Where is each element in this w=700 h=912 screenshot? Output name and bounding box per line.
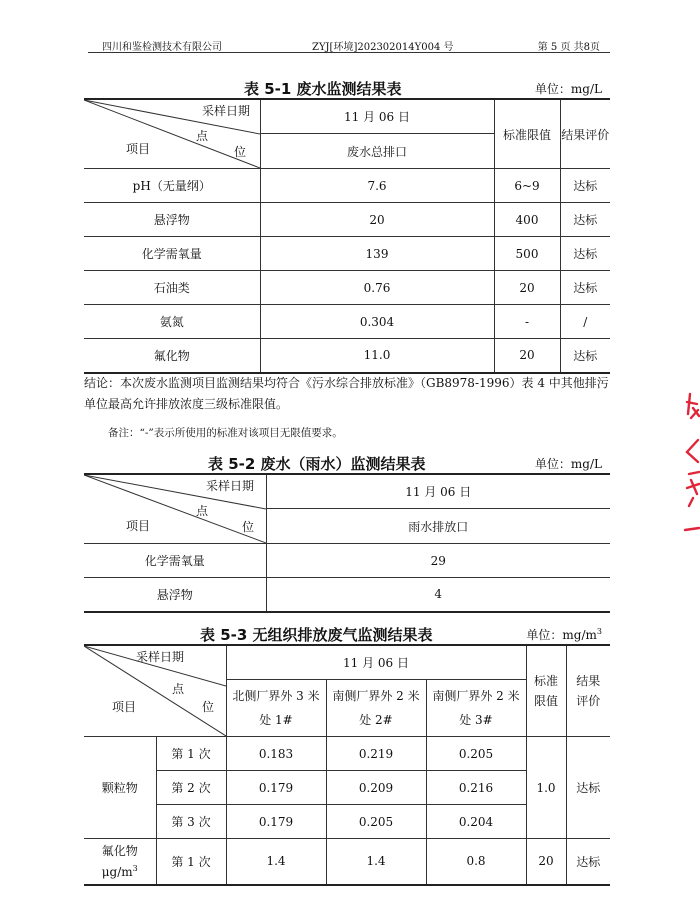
table2-unit: 单位：mg/L	[534, 457, 602, 471]
table3-location-line1: 南侧厂界外 2 米	[432, 689, 520, 704]
table1-location: 废水总排口	[260, 134, 494, 169]
table3-corner-point-a: 点	[172, 682, 185, 696]
table3-caption	[84, 624, 610, 644]
table1-limit: 6~9	[494, 169, 560, 203]
table3-fluoride-unit	[84, 860, 156, 881]
page-header	[88, 36, 610, 53]
table3-corner-point-b: 位	[202, 700, 215, 714]
table1-corner-point-a: 点	[196, 129, 209, 143]
table2-item: 悬浮物	[84, 578, 266, 612]
table-row	[84, 169, 610, 203]
table3-unit	[526, 626, 602, 643]
table1-limit: 500	[494, 237, 560, 271]
table3-times: 第 1 次	[156, 737, 226, 771]
table-row	[84, 578, 610, 612]
table-row	[84, 737, 610, 771]
table3-value: 1.4	[226, 839, 326, 885]
table3-value: 0.205	[326, 805, 426, 839]
table2-corner-date: 采样日期	[206, 479, 255, 493]
table1-eval: 达标	[560, 169, 610, 203]
table2-rainwater	[84, 473, 610, 613]
table3-times: 第 2 次	[156, 771, 226, 805]
table1-eval: 达标	[560, 203, 610, 237]
table3-value: 0.179	[226, 771, 326, 805]
table3-fluoride-limit: 20	[526, 839, 566, 885]
table3-corner-cell	[84, 645, 226, 737]
table-row	[84, 839, 610, 885]
table3-location-2	[326, 680, 426, 737]
table-row	[84, 339, 610, 373]
table1-corner-cell	[84, 99, 260, 169]
table3-eval-header-b: 评价	[576, 694, 601, 708]
table3-value: 0.179	[226, 805, 326, 839]
table1-value: 11.0	[260, 339, 494, 373]
table2-corner-cell	[84, 474, 266, 544]
table1-value: 139	[260, 237, 494, 271]
table3-value: 0.209	[326, 771, 426, 805]
header-report-number: ZYJ[环境]202302014Y004 号	[312, 42, 454, 53]
table-row	[84, 544, 610, 578]
table1-corner-item: 项目	[126, 142, 151, 156]
table2-title: 表 5-2 废水（雨水）监测结果表	[208, 455, 426, 473]
table3-location-3	[426, 680, 526, 737]
table1-corner-point-b: 位	[234, 145, 247, 159]
table3-location-line1: 北侧厂界外 3 米	[232, 689, 320, 704]
table3-value: 0.183	[226, 737, 326, 771]
table2-corner-item: 项目	[126, 519, 151, 533]
table3-value: 0.204	[426, 805, 526, 839]
table3-corner-item: 项目	[112, 700, 137, 714]
table3-fluoride-unit-text: μg/m	[101, 864, 133, 879]
table3-location-line2: 处 2#	[359, 713, 393, 728]
table3-corner-date: 采样日期	[136, 650, 185, 664]
table1-eval: 达标	[560, 271, 610, 305]
table1-item: 悬浮物	[84, 203, 260, 237]
table1-value: 0.304	[260, 305, 494, 339]
table3-eval-header	[566, 645, 610, 737]
table2-value: 4	[266, 578, 610, 612]
table1-eval: 达标	[560, 339, 610, 373]
table3-location-line2: 处 1#	[259, 713, 293, 728]
table3-particulate-limit: 1.0	[526, 737, 566, 839]
table1-value: 7.6	[260, 169, 494, 203]
table2-caption	[84, 453, 610, 473]
table3-fluoride-name: 氟化物	[101, 843, 138, 858]
table1-limit: 400	[494, 203, 560, 237]
table3-eval-header-a: 结果	[576, 674, 601, 688]
table3-limit-header	[526, 645, 566, 737]
table2-location: 雨水排放口	[266, 509, 610, 544]
table1-limit-header: 标准限值	[494, 99, 560, 169]
table3-unit-sup: 3	[596, 627, 602, 636]
table3-date: 11 月 06 日	[226, 645, 526, 680]
table1-eval: 达标	[560, 237, 610, 271]
table1-date: 11 月 06 日	[260, 99, 494, 134]
table2-date: 11 月 06 日	[266, 474, 610, 509]
seal-stamp-fragment	[681, 380, 700, 540]
table2-item: 化学需氧量	[84, 544, 266, 578]
table3-particulate-item: 颗粒物	[84, 737, 156, 839]
table1-limit: 20	[494, 271, 560, 305]
table3-fluoride-unit-sup: 3	[132, 863, 138, 873]
table1-item: 化学需氧量	[84, 237, 260, 271]
table3-fluoride-item	[84, 839, 156, 885]
header-page-number: 第 5 页 共8页	[537, 42, 600, 53]
table3-location-line1: 南侧厂界外 2 米	[332, 689, 420, 704]
table1-item: pH（无量纲）	[84, 169, 260, 203]
table1-item: 氟化物	[84, 339, 260, 373]
table1-caption	[84, 78, 610, 98]
table3-location-line2: 处 3#	[459, 713, 493, 728]
table2-corner-point-b: 位	[242, 520, 255, 534]
table3-times: 第 1 次	[156, 839, 226, 885]
header-company: 四川和鉴检测技术有限公司	[102, 42, 222, 53]
table1-eval: /	[560, 305, 610, 339]
table1-corner-date: 采样日期	[202, 104, 251, 118]
table1-value: 20	[260, 203, 494, 237]
table3-limit-header-b: 限值	[533, 694, 558, 708]
table1-title: 表 5-1 废水监测结果表	[244, 80, 402, 98]
table3-fugitive-gas	[84, 644, 610, 886]
table3-limit-header-a: 标准	[533, 674, 558, 688]
table3-value: 0.216	[426, 771, 526, 805]
table3-times: 第 3 次	[156, 805, 226, 839]
table1-limit: -	[494, 305, 560, 339]
table3-value: 0.8	[426, 839, 526, 885]
table3-value: 0.205	[426, 737, 526, 771]
table3-title: 表 5-3 无组织排放废气监测结果表	[200, 626, 433, 644]
table1-wastewater	[84, 98, 610, 374]
table1-item: 氨氮	[84, 305, 260, 339]
table1-value: 0.76	[260, 271, 494, 305]
table3-value: 0.219	[326, 737, 426, 771]
table3-unit-text: 单位：mg/m	[526, 628, 597, 642]
table2-value: 29	[266, 544, 610, 578]
table3-particulate-eval: 达标	[566, 737, 610, 839]
conclusion-text: 结论：本次废水监测项目监测结果均符合《污水综合排放标准》（GB8978-1996）表 4 中其他排污单位最高允许排放浓度三级标准限值。	[84, 376, 609, 411]
table1-eval-header: 结果评价	[560, 99, 610, 169]
table1-unit: 单位：mg/L	[534, 82, 602, 96]
table3-fluoride-eval: 达标	[566, 839, 610, 885]
table3-location-1	[226, 680, 326, 737]
table1-limit: 20	[494, 339, 560, 373]
table-row	[84, 271, 610, 305]
table-row	[84, 237, 610, 271]
table2-corner-point-a: 点	[196, 504, 209, 518]
table1-item: 石油类	[84, 271, 260, 305]
table-row	[84, 305, 610, 339]
table-row	[84, 203, 610, 237]
table3-value: 1.4	[326, 839, 426, 885]
remark-text: 备注：“-”表示所使用的标准对该项目无限值要求。	[108, 427, 343, 439]
